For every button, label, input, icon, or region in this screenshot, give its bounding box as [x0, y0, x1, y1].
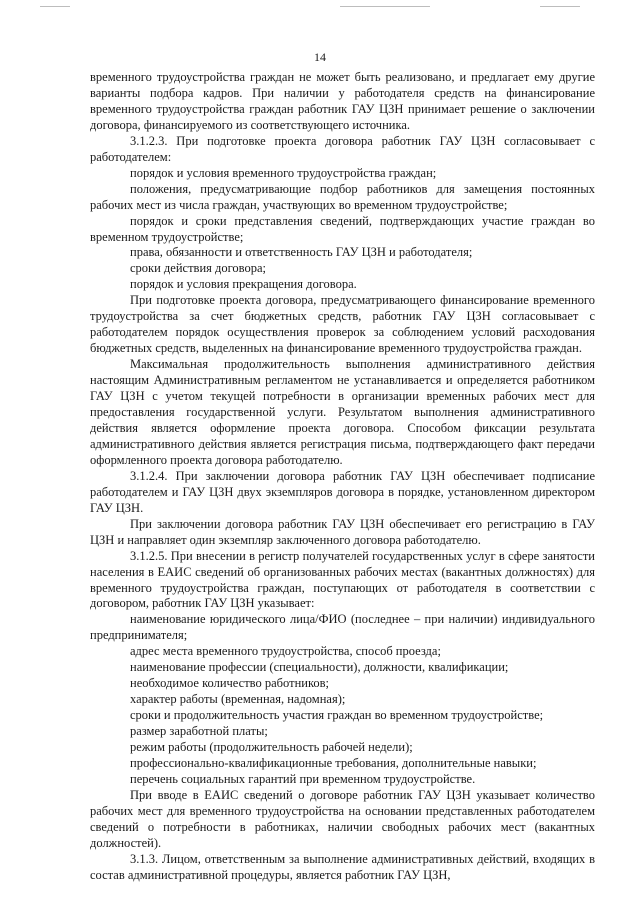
list-item: размер заработной платы; — [130, 724, 268, 739]
paragraph: При подготовке проекта договора, предусматривающего финансирование временного трудоустройства за счет бюджетных средств, работник ГАУ ЦЗН согласовывает с работодателем порядок осуществления проверок за соблюдением условий расходования бюджетных средств, выделенных на финансирование временного трудоустройства граждан. — [90, 293, 595, 356]
paragraph: Максимальная продолжительность выполнения административного действия настоящим Административным регламентом не устанавливается и определяется работником ГАУ ЦЗН с учетом текущей потребности в организации временных рабочих мест для предоставления государственной услуги. Результатом выполнения административного действия является оформление проекта договора. Способом фиксации результата административного действия является регистрация письма, подтверждающего факт передачи оформленного проекта договора работодателю. — [90, 357, 595, 467]
list-item: положения, предусматривающие подбор работников для замещения постоянных рабочих мест из числа граждан, участвующих во временном трудоустройстве; — [90, 181, 595, 212]
list-item: наименование юридического лица/ФИО (последнее – при наличии) индивидуального предпринимателя; — [90, 612, 595, 643]
list-item: порядок и сроки представления сведений, подтверждающих участие граждан во временном трудоустройстве; — [90, 213, 595, 244]
list-item: адрес места временного трудоустройства, способ проезда; — [130, 644, 441, 659]
document-body — [90, 70, 595, 884]
list-item: профессионально-квалификационные требования, дополнительные навыки; — [130, 755, 537, 770]
paragraph: При вводе в ЕАИС сведений о договоре работник ГАУ ЦЗН указывает количество рабочих мест для временного трудоустройства на основании представленных работодателем сведений о потребности в работниках, наличии свободных рабочих мест (вакантных должностей). — [90, 787, 595, 850]
list-item: порядок и условия временного трудоустройства граждан; — [130, 165, 437, 180]
list-item: режим работы (продолжительность рабочей недели); — [130, 740, 413, 755]
list-item: порядок и условия прекращения договора. — [130, 277, 357, 292]
scan-artifact-marks — [0, 6, 640, 10]
list-item: необходимое количество работников; — [130, 676, 330, 691]
list-item: перечень социальных гарантий при временном трудоустройстве. — [130, 771, 476, 786]
list-item: сроки и продолжительность участия граждан во временном трудоустройстве; — [130, 708, 544, 723]
list-item: права, обязанности и ответственность ГАУ ЦЗН и работодателя; — [130, 245, 473, 260]
list-item: характер работы (временная, надомная); — [130, 692, 346, 707]
paragraph: 3.1.3. Лицом, ответственным за выполнение административных действий, входящих в состав административной процедуры, является работник ГАУ ЦЗН, — [90, 851, 595, 882]
page-number: 14 — [314, 50, 326, 64]
paragraph: 3.1.2.3. При подготовке проекта договора работник ГАУ ЦЗН согласовывает с работодателем: — [90, 133, 595, 164]
list-item: наименование профессии (специальности), должности, квалификации; — [130, 660, 509, 675]
list-item: сроки действия договора; — [130, 261, 267, 276]
paragraph: 3.1.2.5. При внесении в регистр получателей государственных услуг в сфере занятости населения в ЕАИС сведений об организованных рабочих местах (вакантных должностях) для временного трудоустройства граждан, поступающих от работодателя в соответствии с договором, работник ГАУ ЦЗН указывает: — [90, 548, 595, 611]
paragraph: При заключении договора работник ГАУ ЦЗН обеспечивает его регистрацию в ГАУ ЦЗН и направляет один экземпляр заключенного договора работодателю. — [90, 516, 595, 547]
paragraph: временного трудоустройства граждан не может быть реализовано, и предлагает ему другие варианты подбора кадров. При наличии у работодателя средств на финансирование временного трудоустройства граждан работник ГАУ ЦЗН принимает решение о заключении договора, финансируемого из соответствующего источника. — [90, 70, 595, 132]
paragraph: 3.1.2.4. При заключении договора работник ГАУ ЦЗН обеспечивает подписание работодателем и ГАУ ЦЗН двух экземпляров договора в порядке, установленном директором ГАУ ЦЗН. — [90, 468, 595, 515]
